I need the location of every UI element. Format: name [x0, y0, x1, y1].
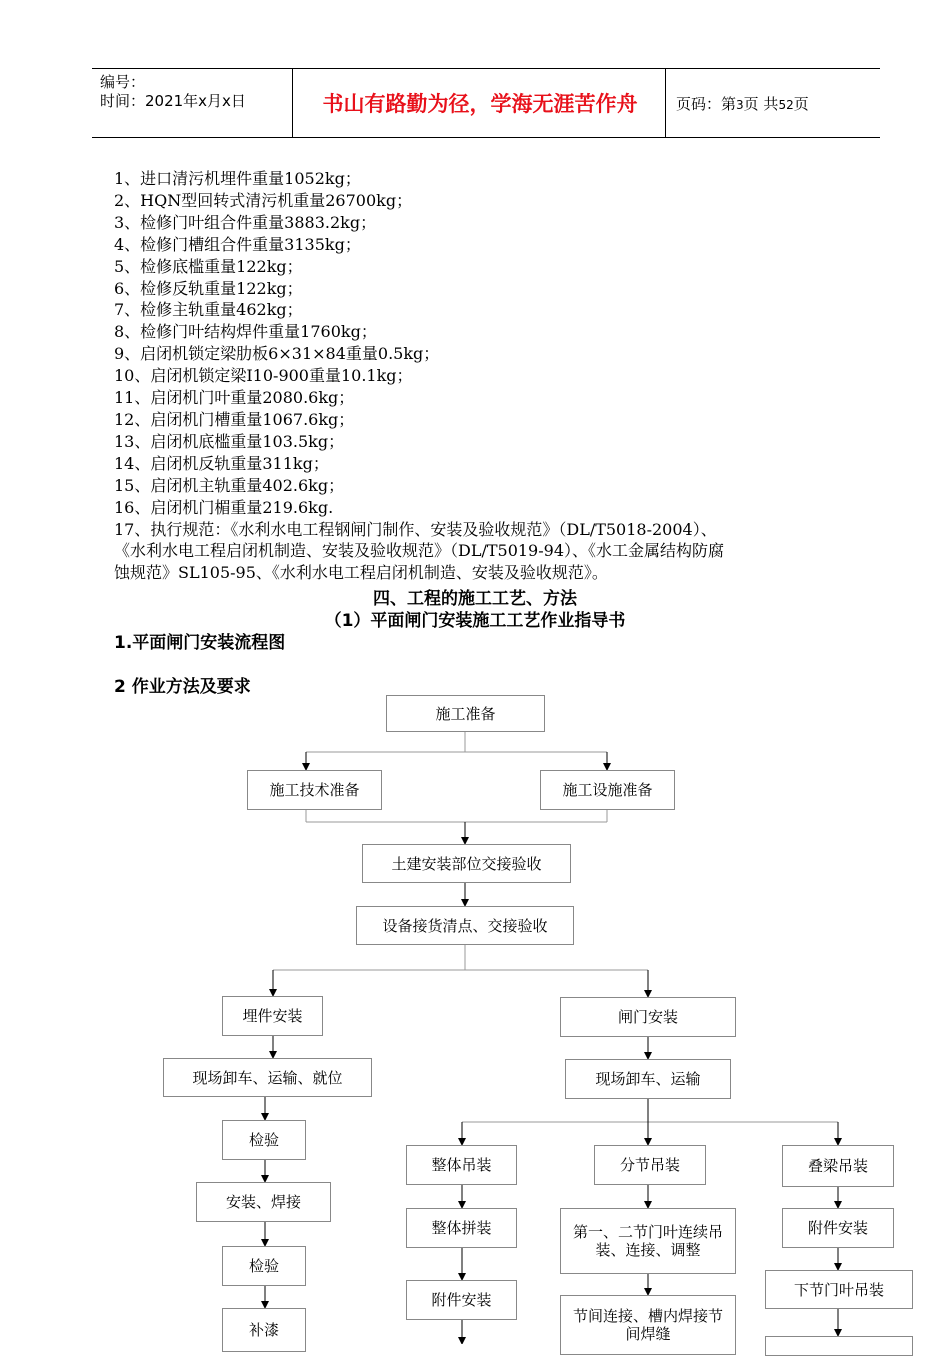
list-item: 11、启闭机门叶重量2080.6kg； [114, 388, 355, 408]
section-title: 四、工程的施工工艺、方法 [373, 589, 577, 609]
page-middle: 页 共 [743, 95, 779, 113]
heading-flowchart: 1.平面闸门安装流程图 [114, 633, 286, 653]
list-item: 8、检修门叶结构焊件重量1760kg； [114, 322, 377, 342]
page-total: 52 [778, 98, 794, 112]
flow-box-next [765, 1336, 913, 1356]
list-item: 3、检修门叶组合件重量3883.2kg； [114, 212, 377, 232]
flow-box-touchup: 补漆 [222, 1308, 306, 1352]
flow-box-stack-hoist: 叠梁吊装 [782, 1145, 894, 1187]
list-item: 16、启闭机门楣重量219.6kg. [114, 497, 334, 517]
flow-box-first-second: 第一、二节门叶连续吊装、连接、调整 [560, 1208, 736, 1274]
flow-box-section-connect: 节间连接、槽内焊接节间焊缝 [560, 1295, 736, 1355]
list-item: 2、HQN型回转式清污机重量26700kg； [114, 190, 413, 210]
list-item: 1、进口清污机埋件重量1052kg； [114, 169, 361, 188]
list-item: 《水利水电工程启闭机制造、安装及验收规范》（DL/T5019-94）、《水工金属结构防腐 [114, 541, 725, 561]
flow-box-gate-install: 闸门安装 [560, 997, 736, 1037]
flow-box-inspect1: 检验 [222, 1120, 306, 1160]
page-current: 3 [736, 98, 744, 112]
flow-box-embed-unload: 现场卸车、运输、就位 [163, 1058, 372, 1097]
header-motto: 书山有路勤为径，学海无涯苦作舟 [322, 92, 638, 116]
flow-box-embed-install: 埋件安装 [222, 996, 323, 1036]
flow-box-whole-accessory: 附件安装 [406, 1280, 517, 1320]
list-item: 6、检修反轨重量122kg； [114, 278, 303, 298]
flow-box-whole-hoist: 整体吊装 [406, 1145, 517, 1185]
list-item: 5、检修底槛重量122kg； [114, 256, 303, 276]
list-item: 14、启闭机反轨重量311kg； [114, 453, 329, 473]
flow-box-gate-unload: 现场卸车、运输 [565, 1059, 731, 1099]
page-prefix: 页码：第 [676, 95, 737, 113]
list-item: 17、执行规范：《水利水电工程钢闸门制作、安装及验收规范》（DL/T5018-2004）、 [114, 519, 717, 539]
flow-box-whole-assemble: 整体拼装 [406, 1208, 517, 1248]
flow-box-tech-prep: 施工技术准备 [247, 770, 382, 810]
list-item: 12、启闭机门槽重量1067.6kg； [114, 409, 355, 429]
flow-box-section-hoist: 分节吊装 [594, 1145, 706, 1185]
flow-box-facility-prep: 施工设施准备 [540, 770, 675, 810]
flow-box-prep: 施工准备 [386, 695, 545, 732]
list-item: 4、检修门槽组合件重量3135kg； [114, 234, 361, 254]
list-item: 13、启闭机底槛重量103.5kg； [114, 431, 345, 451]
list-item: 蚀规范》SL105-95、《水利水电工程启闭机制造、安装及验收规范》。 [114, 563, 608, 583]
list-item: 10、启闭机锁定梁I10-900重量10.1kg； [114, 366, 413, 386]
flow-box-install-weld: 安装、焊接 [196, 1182, 331, 1222]
list-item: 7、检修主轨重量462kg； [114, 300, 303, 320]
document-time: 时间：2021年x月x日 [100, 92, 246, 110]
document-number-label: 编号： [100, 73, 146, 91]
flow-box-equip-handover: 设备接货清点、交接验收 [356, 906, 574, 945]
flow-box-lower-leaf: 下节门叶吊装 [765, 1270, 913, 1309]
page-suffix: 页 [793, 95, 809, 113]
flow-box-civil-handover: 土建安装部位交接验收 [362, 844, 571, 883]
list-item: 15、启闭机主轨重量402.6kg； [114, 475, 345, 495]
flow-box-inspect2: 检验 [222, 1246, 306, 1286]
heading-methods: 2 作业方法及要求 [114, 677, 251, 697]
list-item: 9、启闭机锁定梁肋板6×31×84重量0.5kg； [114, 344, 440, 364]
flow-box-stack-accessory: 附件安装 [782, 1208, 894, 1248]
section-subtitle: （1）平面闸门安装施工工艺作业指导书 [324, 611, 626, 631]
